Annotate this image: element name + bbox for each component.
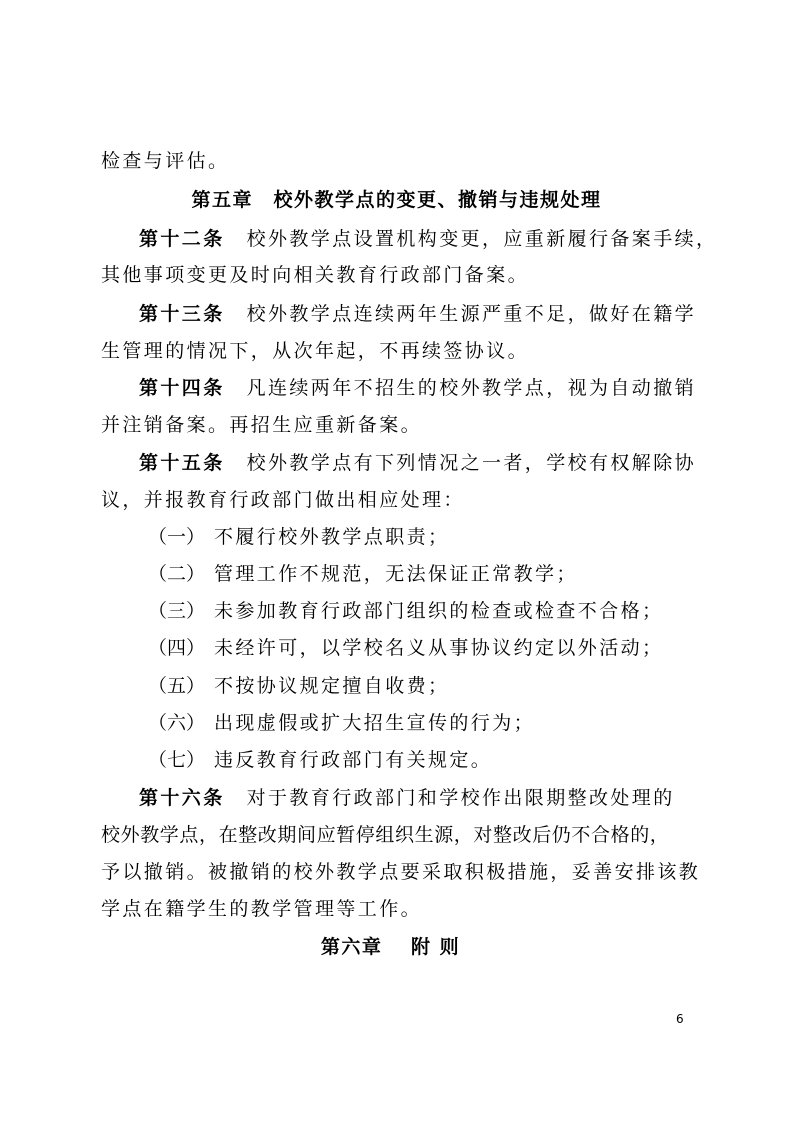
list-item [148, 746, 492, 774]
article-12 [101, 225, 739, 253]
list-item-number: （二） [148, 563, 206, 585]
paragraph-line: 议，并报教育行政部门做出相应处理： [101, 489, 465, 511]
paragraph-line: 生管理的情况下，从次年起，不再续签协议。 [101, 340, 530, 362]
paragraph-line: 检查与评估。 [101, 150, 230, 172]
list-item-text: 出现虚假或扩大招生宣传的行为； [214, 712, 536, 734]
paragraph-line: 其他事项变更及时向相关教育行政部门备案。 [101, 264, 530, 286]
chapter-6-heading: 第六章 附 则 [320, 936, 461, 958]
article-14-label: 第十四条 [139, 377, 225, 399]
article-12-text: 校外教学点设置机构变更，应重新履行备案手续， [246, 228, 718, 250]
article-16-text: 对于教育行政部门和学校作出限期整改处理的 [246, 787, 675, 809]
article-16-label: 第十六条 [139, 787, 225, 809]
article-14-text: 凡连续两年不招生的校外教学点，视为自动撤销 [246, 377, 697, 399]
list-item-number: （七） [148, 749, 206, 771]
article-13-label: 第十三条 [139, 303, 225, 325]
article-13-text: 校外教学点连续两年生源严重不足，做好在籍学 [246, 303, 697, 325]
page-number: 6 [676, 1012, 684, 1026]
chapter-5-heading: 第五章 校外教学点的变更、撤销与违规处理 [191, 189, 602, 211]
list-item-number: （五） [148, 675, 206, 697]
article-16 [101, 784, 739, 812]
paragraph-line: 学点在籍学生的教学管理等工作。 [101, 898, 423, 920]
list-item-number: （四） [148, 637, 206, 659]
list-item-text: 不履行校外教学点职责； [214, 526, 450, 548]
article-15-text: 校外教学点有下列情况之一者，学校有权解除协 [246, 452, 697, 474]
list-item-text: 未经许可，以学校名义从事协议约定以外活动； [214, 637, 664, 659]
article-15 [101, 449, 739, 477]
list-item [148, 709, 535, 737]
list-item-text: 未参加教育行政部门组织的检查或检查不合格； [214, 600, 664, 622]
article-15-label: 第十五条 [139, 452, 225, 474]
list-item [148, 597, 663, 625]
list-item-text: 不按协议规定擅自收费； [214, 675, 450, 697]
list-item-number: （三） [148, 600, 206, 622]
paragraph-line: 予以撤销。被撤销的校外教学点要采取积极措施，妥善安排该教 [101, 861, 701, 883]
list-item [148, 560, 578, 588]
paragraph-line: 并注销备案。再招生应重新备案。 [101, 414, 423, 436]
list-item-text: 管理工作不规范，无法保证正常教学； [214, 563, 578, 585]
list-item [148, 672, 449, 700]
list-item [148, 523, 449, 551]
article-13 [101, 300, 739, 328]
paragraph-line: 校外教学点，在整改期间应暂停组织生源，对整改后仍不合格的， [101, 824, 670, 846]
article-12-label: 第十二条 [139, 228, 225, 250]
list-item-text: 违反教育行政部门有关规定。 [214, 749, 493, 771]
article-14 [101, 374, 739, 402]
list-item [148, 634, 663, 662]
list-item-number: （一） [148, 526, 206, 548]
list-item-number: （六） [148, 712, 206, 734]
